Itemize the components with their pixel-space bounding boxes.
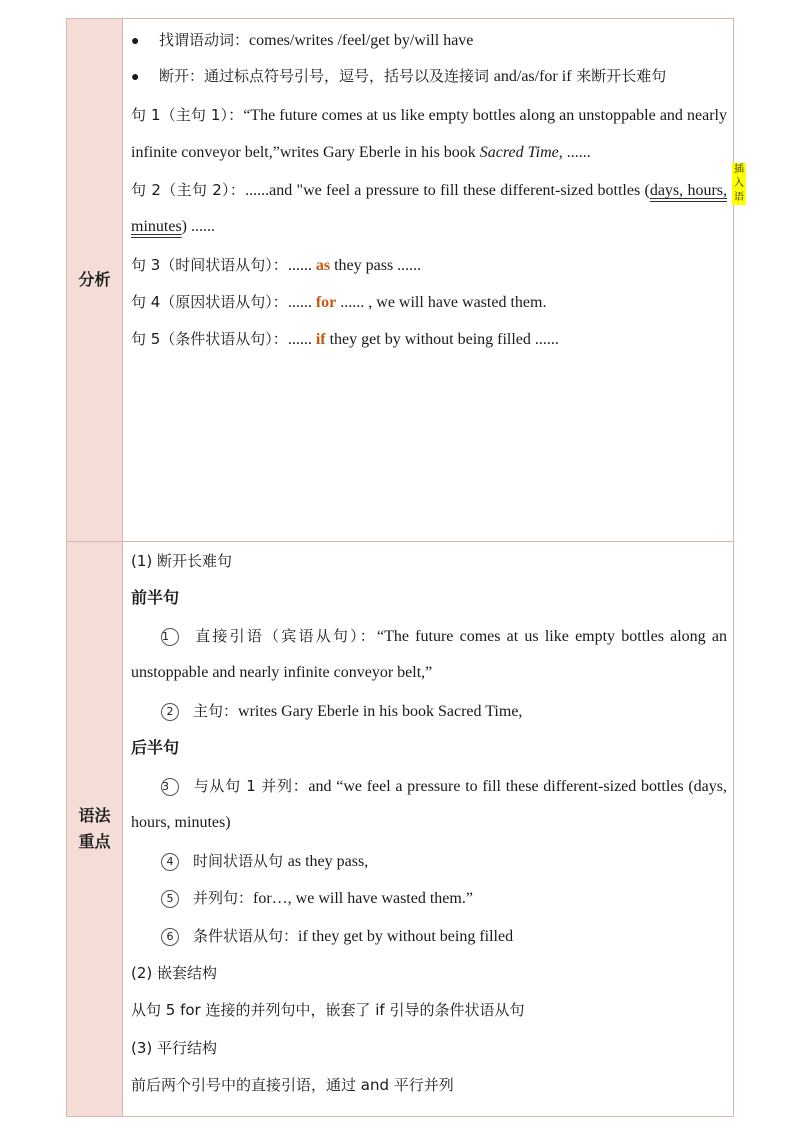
analysis-label: 分析 xyxy=(67,19,123,541)
second-half-heading: 后半句 xyxy=(131,738,180,757)
circled-number-1: 1 xyxy=(161,628,179,646)
analysis-row xyxy=(67,19,744,542)
circled-number-5: 5 xyxy=(161,890,179,908)
heading-parallel-structure: (3) 平行结构 xyxy=(131,1039,218,1057)
item-4: 4 时间状语从句 as they pass, xyxy=(161,851,727,871)
analysis-table xyxy=(66,18,744,1117)
item-6: 6 条件状语从句：if they get by without being filled xyxy=(161,926,727,946)
sentence-1-line-1: 句 1（主句 1）：“The future comes at us like empty bottles along an unstoppable and nearly xyxy=(131,106,728,124)
bullet-break-sentence: ● 断开：通过标点符号引号，逗号，括号以及连接词 and/as/for if 来断开长难句 xyxy=(131,66,727,86)
item-1-line-1: 1 直接引语（宾语从句）：“The future comes at us like empty bottles along an xyxy=(162,627,727,645)
bullet-icon: ● xyxy=(131,70,140,85)
sentence-2-line-1: 句 2（主句 2）：......and "we feel a pressure to fill these different-sized bottles (days, hours, xyxy=(131,181,727,199)
heading-nested-structure: (2) 嵌套结构 xyxy=(131,964,218,982)
grammar-content xyxy=(123,542,733,1116)
bullet-icon: ● xyxy=(131,34,140,49)
circled-number-4: 4 xyxy=(161,853,179,871)
sentence-1-line-2: infinite conveyor belt,”writes Gary Eberle in his book Sacred Time, ...... xyxy=(131,144,591,161)
heading-break-sentence: (1) 断开长难句 xyxy=(131,552,233,570)
analysis-content xyxy=(123,19,744,541)
parallel-structure-text: 前后两个引号中的直接引语，通过 and 平行并列 xyxy=(131,1076,454,1094)
grammar-row xyxy=(67,542,733,1116)
item-3-line-2: hours, minutes) xyxy=(131,814,231,831)
grammar-label: 语法 重点 xyxy=(67,542,123,1116)
sentence-5: 句 5（条件状语从句）：...... if they get by without being filled ...... xyxy=(131,330,559,348)
nested-structure-text: 从句 5 for 连接的并列句中，嵌套了 if 引导的条件状语从句 xyxy=(131,1001,525,1019)
item-2: 2 主句：writes Gary Eberle in his book Sacred Time, xyxy=(161,701,727,721)
sentence-3: 句 3（时间状语从句）：...... as they pass ...... xyxy=(131,256,422,274)
circled-number-6: 6 xyxy=(161,928,179,946)
item-1-line-2: unstoppable and nearly infinite conveyor belt,” xyxy=(131,664,433,681)
insert-phrase-tag: 插入语 xyxy=(734,164,744,203)
circled-number-2: 2 xyxy=(161,703,179,721)
item-3-line-1: 3 与从句 1 并列：and “we feel a pressure to fill these different-sized bottles (days, xyxy=(162,777,727,795)
circled-number-3: 3 xyxy=(161,778,179,796)
sentence-2-line-2: minutes) ...... xyxy=(131,218,215,235)
bullet-find-verbs: ● 找谓语动词：comes/writes /feel/get by/will have xyxy=(131,30,727,50)
sentence-4: 句 4（原因状语从句）：...... for ...... , we will have wasted them. xyxy=(131,293,547,311)
first-half-heading: 前半句 xyxy=(131,588,180,607)
item-5: 5 并列句：for…, we will have wasted them.” xyxy=(161,888,727,908)
